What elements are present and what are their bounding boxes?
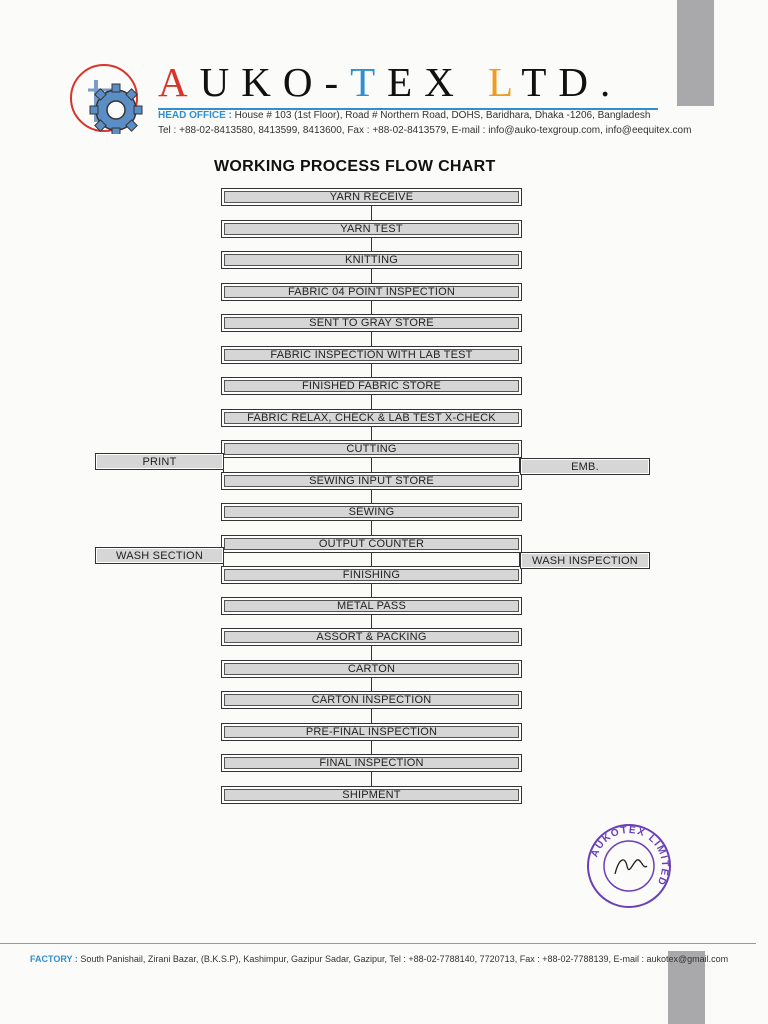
- factory-address: FACTORY : South Panishail, Zirani Bazar, (B.K.S.P), Kashimpur, Gazipur Sadar, Gazipur, Tel : +88-02-7788140, 7720713, Fax : +88-02-7788139, E-mail : aukotex@gmail.com: [30, 954, 729, 964]
- step-label: FABRIC 04 POINT INSPECTION: [224, 286, 519, 298]
- step-label: FABRIC INSPECTION WITH LAB TEST: [224, 349, 519, 361]
- step-label: ASSORT & PACKING: [224, 631, 519, 643]
- connector-line: [371, 553, 372, 566]
- step-shipment: [221, 786, 522, 804]
- connector-line: [371, 741, 372, 754]
- scan-edge-top: [677, 0, 714, 106]
- connector-line: [371, 615, 372, 628]
- step-fabric-relax-check: [221, 409, 522, 427]
- connector-line: [371, 238, 372, 251]
- head-office-address: HEAD OFFICE : House # 103 (1st Floor), Road # Northern Road, DOHS, Baridhara, Dhaka -1206, Bangladesh: [158, 110, 651, 121]
- connector-line: [371, 395, 372, 409]
- connector-line: [371, 678, 372, 691]
- step-label: YARN TEST: [224, 223, 519, 235]
- step-label: KNITTING: [224, 254, 519, 266]
- step-label: SENT TO GRAY STORE: [224, 317, 519, 329]
- connector-line: [371, 709, 372, 723]
- step-label: FINISHING: [224, 569, 519, 581]
- step-assort-packing: [221, 628, 522, 646]
- connector-line: [371, 646, 372, 660]
- company-seal-stamp: [585, 822, 673, 910]
- connector-line: [371, 364, 372, 377]
- step-yarn-receive: [221, 188, 522, 206]
- step-carton: [221, 660, 522, 678]
- step-sewing-input-store: [221, 472, 522, 490]
- step-finished-fabric-store: [221, 377, 522, 395]
- step-label: SEWING INPUT STORE: [224, 475, 519, 487]
- connector-line: [371, 584, 372, 597]
- step-label: SEWING: [224, 506, 519, 518]
- step-final-inspection: [221, 754, 522, 772]
- connector-line: [371, 427, 372, 440]
- step-label: CUTTING: [224, 443, 519, 455]
- head-office-contact: Tel : +88-02-8413580, 8413599, 8413600, Fax : +88-02-8413579, E-mail : info@auko-texgroup.com, info@eequitex.com: [158, 125, 692, 136]
- step-output-counter: [221, 535, 522, 553]
- step-label: FINISHED FABRIC STORE: [224, 380, 519, 392]
- connector-line: [371, 332, 372, 346]
- step-finishing: [221, 566, 522, 584]
- step-sent-to-gray-store: [221, 314, 522, 332]
- step-label: YARN RECEIVE: [224, 191, 519, 203]
- step-label: CARTON INSPECTION: [224, 694, 519, 706]
- company-logo-icon: [66, 60, 148, 134]
- stamp-text: AUKOTEX LIMITED: [589, 824, 671, 888]
- page-title: WORKING PROCESS FLOW CHART: [214, 158, 496, 175]
- step-label: SHIPMENT: [224, 789, 519, 801]
- connector-line: [371, 269, 372, 283]
- connector-line: [371, 490, 372, 503]
- step-carton-inspection: [221, 691, 522, 709]
- connector-line: [371, 458, 372, 472]
- step-fabric-inspection-lab-test: [221, 346, 522, 364]
- step-label: CARTON: [224, 663, 519, 675]
- connector-line: [371, 301, 372, 314]
- connector-line: [371, 206, 372, 220]
- signature-mark: [615, 860, 647, 874]
- connector-line: [371, 521, 372, 535]
- side-box-print: PRINT: [95, 453, 224, 470]
- step-label: FABRIC RELAX, CHECK & LAB TEST X-CHECK: [224, 412, 519, 424]
- footer-rule: [0, 943, 756, 944]
- side-box-wash-section: WASH SECTION: [95, 547, 224, 564]
- side-box-wash-inspection: WASH INSPECTION: [520, 552, 650, 569]
- step-label: METAL PASS: [224, 600, 519, 612]
- step-label: OUTPUT COUNTER: [224, 538, 519, 550]
- step-metal-pass: [221, 597, 522, 615]
- step-pre-final-inspection: [221, 723, 522, 741]
- step-yarn-test: [221, 220, 522, 238]
- side-box-emb: EMB.: [520, 458, 650, 475]
- step-label: FINAL INSPECTION: [224, 757, 519, 769]
- step-fabric-04-point-inspection: [221, 283, 522, 301]
- step-sewing: [221, 503, 522, 521]
- connector-line: [371, 772, 372, 786]
- svg-text:AUKOTEX LIMITED: [589, 825, 670, 888]
- step-label: PRE-FINAL INSPECTION: [224, 726, 519, 738]
- step-cutting: [221, 440, 522, 458]
- company-name: AUKO-TEX LTD.: [158, 59, 623, 105]
- step-knitting: [221, 251, 522, 269]
